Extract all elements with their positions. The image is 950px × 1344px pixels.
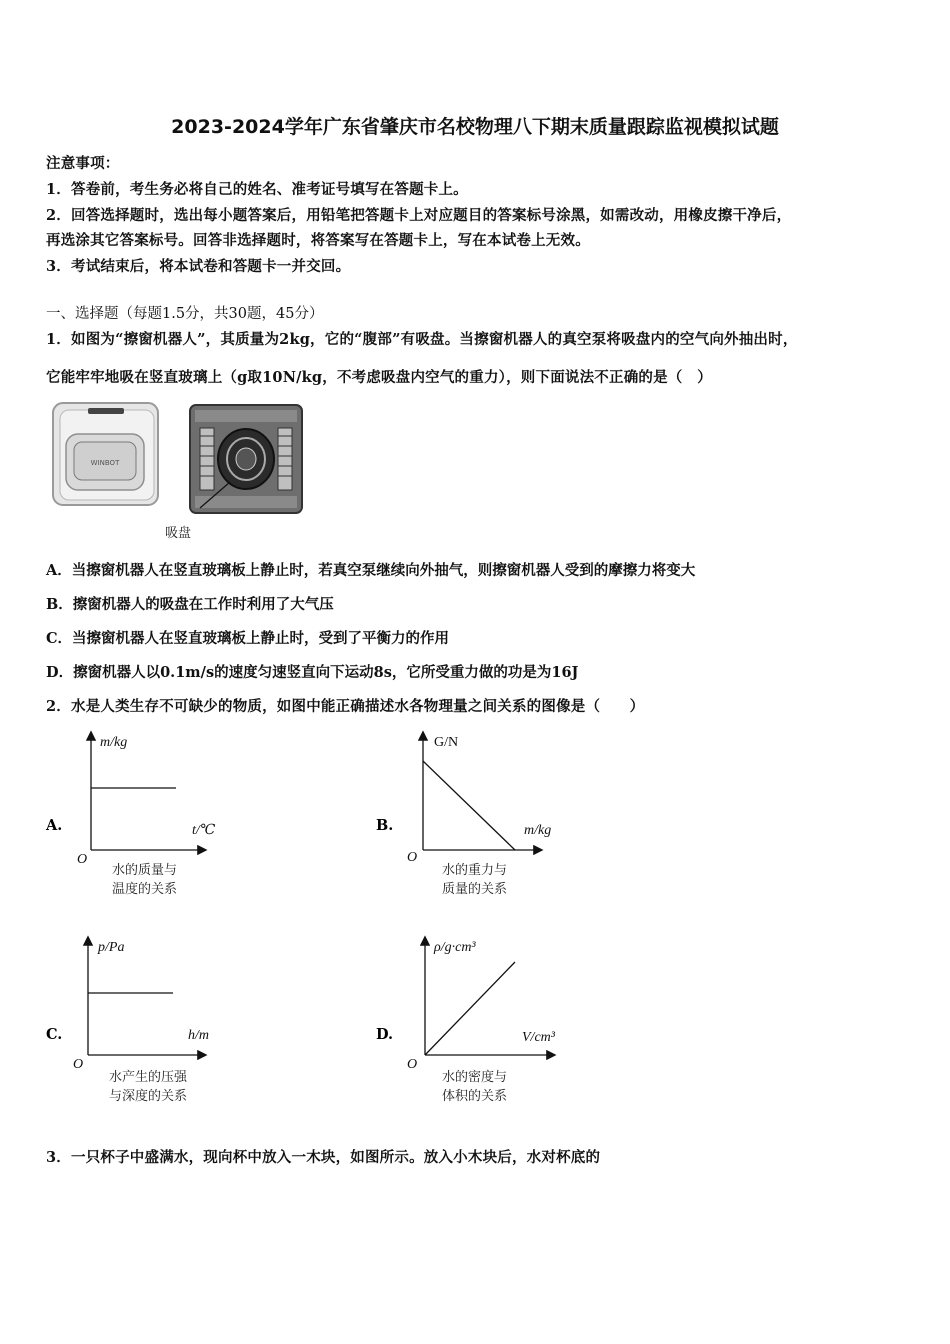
notice-item: 再选涂其它答案标号。回答非选择题时，将答案写在答题卡上，写在本试卷上无效。	[46, 232, 590, 249]
graph-c-caption-2: 与深度的关系	[109, 1089, 188, 1104]
graph-c-xlabel: h/m	[188, 1028, 209, 1043]
q1-stem-line2: 它能牢牢地吸在竖直玻璃上（g取10N/kg，不考虑吸盘内空气的重力），则下面说法不正确的是（ ）	[46, 369, 712, 386]
q1-option-c: C．当擦窗机器人在竖直玻璃板上静止时，受到了平衡力的作用	[46, 630, 450, 647]
page-title: 2023-2024学年广东省肇庆市名校物理八下期末质量跟踪监视模拟试题	[171, 116, 779, 138]
graph-c-origin: O	[73, 1057, 84, 1072]
graph-b-line	[423, 761, 515, 850]
q1-option-b: B．擦窗机器人的吸盘在工作时利用了大气压	[46, 596, 334, 613]
graph-a-origin: O	[77, 852, 88, 867]
graph-a-letter: A.	[46, 817, 63, 834]
graph-d-caption-1: 水的密度与	[442, 1070, 508, 1085]
notice-item: 1．答卷前，考生务必将自己的姓名、准考证号填写在答题卡上。	[46, 181, 468, 198]
graph-b-letter: B.	[376, 817, 394, 834]
q1-stem-line1: 1．如图为“擦窗机器人”，其质量为2kg，它的“腹部”有吸盘。当擦窗机器人的真空泵将吸盘内的空气向外抽出时，	[46, 331, 798, 348]
graph-b-origin: O	[407, 850, 418, 865]
section-heading: 一、选择题（每题1.5分，共30题，45分）	[46, 306, 324, 322]
q1-option-a: A．当擦窗机器人在竖直玻璃板上静止时，若真空泵继续向外抽气，则擦窗机器人受到的摩擦力将变大	[46, 562, 696, 579]
notice-heading: 注意事项：	[46, 155, 120, 172]
graph-c	[40, 930, 240, 1114]
robot-front-image	[53, 403, 158, 505]
graph-d-caption-2: 体积的关系	[442, 1089, 508, 1104]
graph-a-xlabel: t/℃	[192, 823, 216, 838]
graph-b-xlabel: m/kg	[524, 823, 552, 838]
graph-c-letter: C.	[46, 1026, 63, 1043]
graph-d-letter: D.	[376, 1026, 394, 1043]
graph-d	[376, 930, 586, 1114]
graph-b-caption-1: 水的重力与	[442, 863, 508, 878]
suction-cup-label: 吸盘	[165, 526, 192, 541]
graph-d-origin: O	[407, 1057, 418, 1072]
notice-item: 2．回答选择题时，选出每小题答案后，用铅笔把答题卡上对应题目的答案标号涂黑，如需改动，用橡皮擦干净后，	[46, 207, 792, 224]
robot-brand: WINBOT	[90, 459, 120, 467]
graph-c-ylabel: p/Pa	[98, 940, 125, 955]
graph-b	[376, 725, 576, 909]
graph-b-ylabel: G/N	[434, 735, 459, 750]
graph-a-ylabel: m/kg	[100, 735, 128, 750]
graph-b-caption-2: 质量的关系	[442, 882, 508, 897]
notice-item: 3．考试结束后，将本试卷和答题卡一并交回。	[46, 258, 351, 275]
graph-a-caption-2: 温度的关系	[112, 882, 178, 897]
robot-bottom-image	[190, 405, 302, 513]
window-robot-figure	[50, 400, 310, 549]
graph-c-caption-1: 水产生的压强	[109, 1070, 188, 1085]
graph-a	[40, 725, 240, 909]
graph-d-line	[425, 962, 515, 1055]
q1-option-d: D．擦窗机器人以0.1m/s的速度匀速竖直向下运动8s，它所受重力做的功是为16J	[46, 664, 579, 681]
graph-d-xlabel: V/cm³	[522, 1030, 555, 1045]
q2-stem: 2．水是人类生存不可缺少的物质，如图中能正确描述水各物理量之间关系的图像是（ ）	[46, 698, 645, 715]
graph-a-caption-1: 水的质量与	[112, 863, 178, 878]
graph-d-ylabel: ρ/g·cm³	[434, 940, 476, 955]
q3-stem: 3．一只杯子中盛满水，现向杯中放入一木块，如图所示。放入小木块后，水对杯底的	[46, 1149, 601, 1166]
